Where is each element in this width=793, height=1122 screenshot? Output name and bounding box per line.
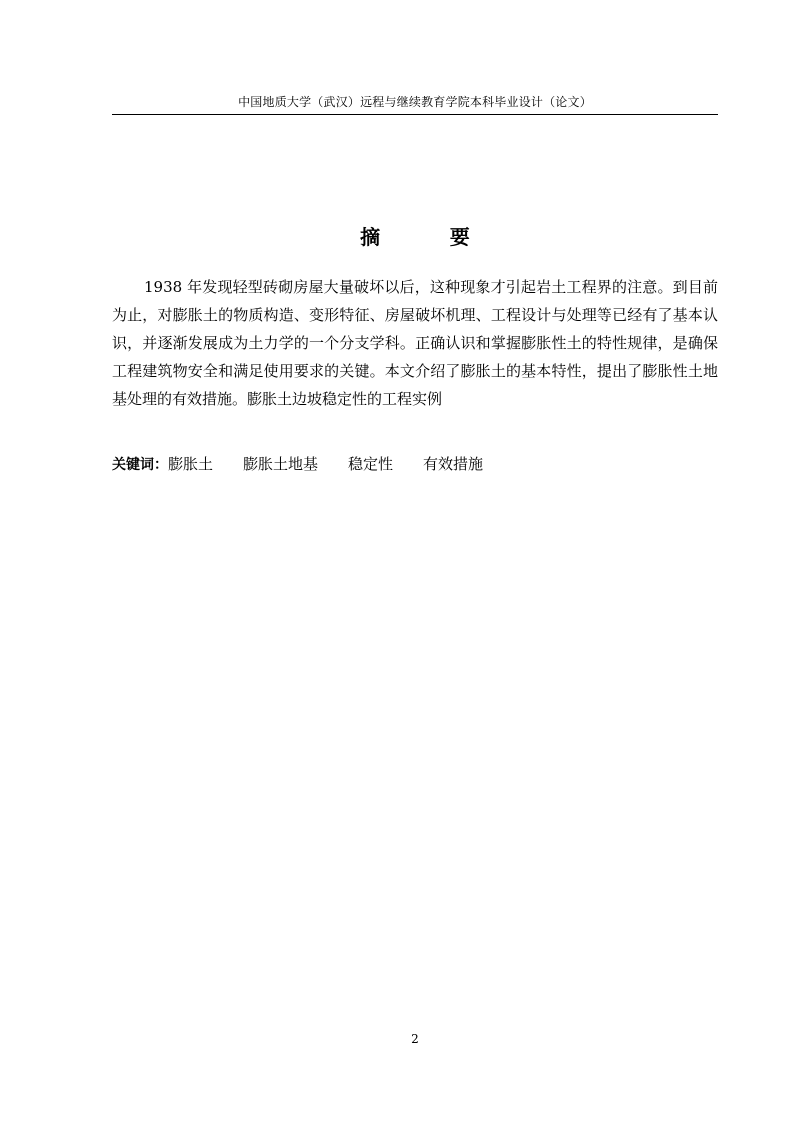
header-divider xyxy=(112,114,718,115)
abstract-title: 摘 要 xyxy=(360,225,470,249)
page-header: 中国地质大学（武汉）远程与继续教育学院本科毕业设计（论文） xyxy=(238,95,592,109)
abstract-body: 1938 年发现轻型砖砌房屋大量破坏以后，这种现象才引起岩土工程界的注意。到目前为止，对膨胀土的物质构造、变形特征、房屋破坏机理、工程设计与处理等已经有了基本认识，并逐渐发展成为土力学的一个分支学科。正确认识和掌握膨胀性土的特性规律，是确保工程建筑物安全和满足使用要求的关键。本文介绍了膨胀土的基本特性，提出了膨胀性土地基处理的有效措施。膨胀土边坡稳定性的工程实例 xyxy=(112,278,718,408)
keyword-item: 膨胀土 xyxy=(168,455,214,473)
keyword-item: 稳定性 xyxy=(348,455,394,473)
keywords-label: 关键词： xyxy=(112,457,168,473)
keyword-item: 膨胀土地基 xyxy=(243,455,319,473)
page-number: 2 xyxy=(411,1032,419,1046)
keyword-item: 有效措施 xyxy=(423,455,484,473)
keywords-line xyxy=(112,452,718,477)
